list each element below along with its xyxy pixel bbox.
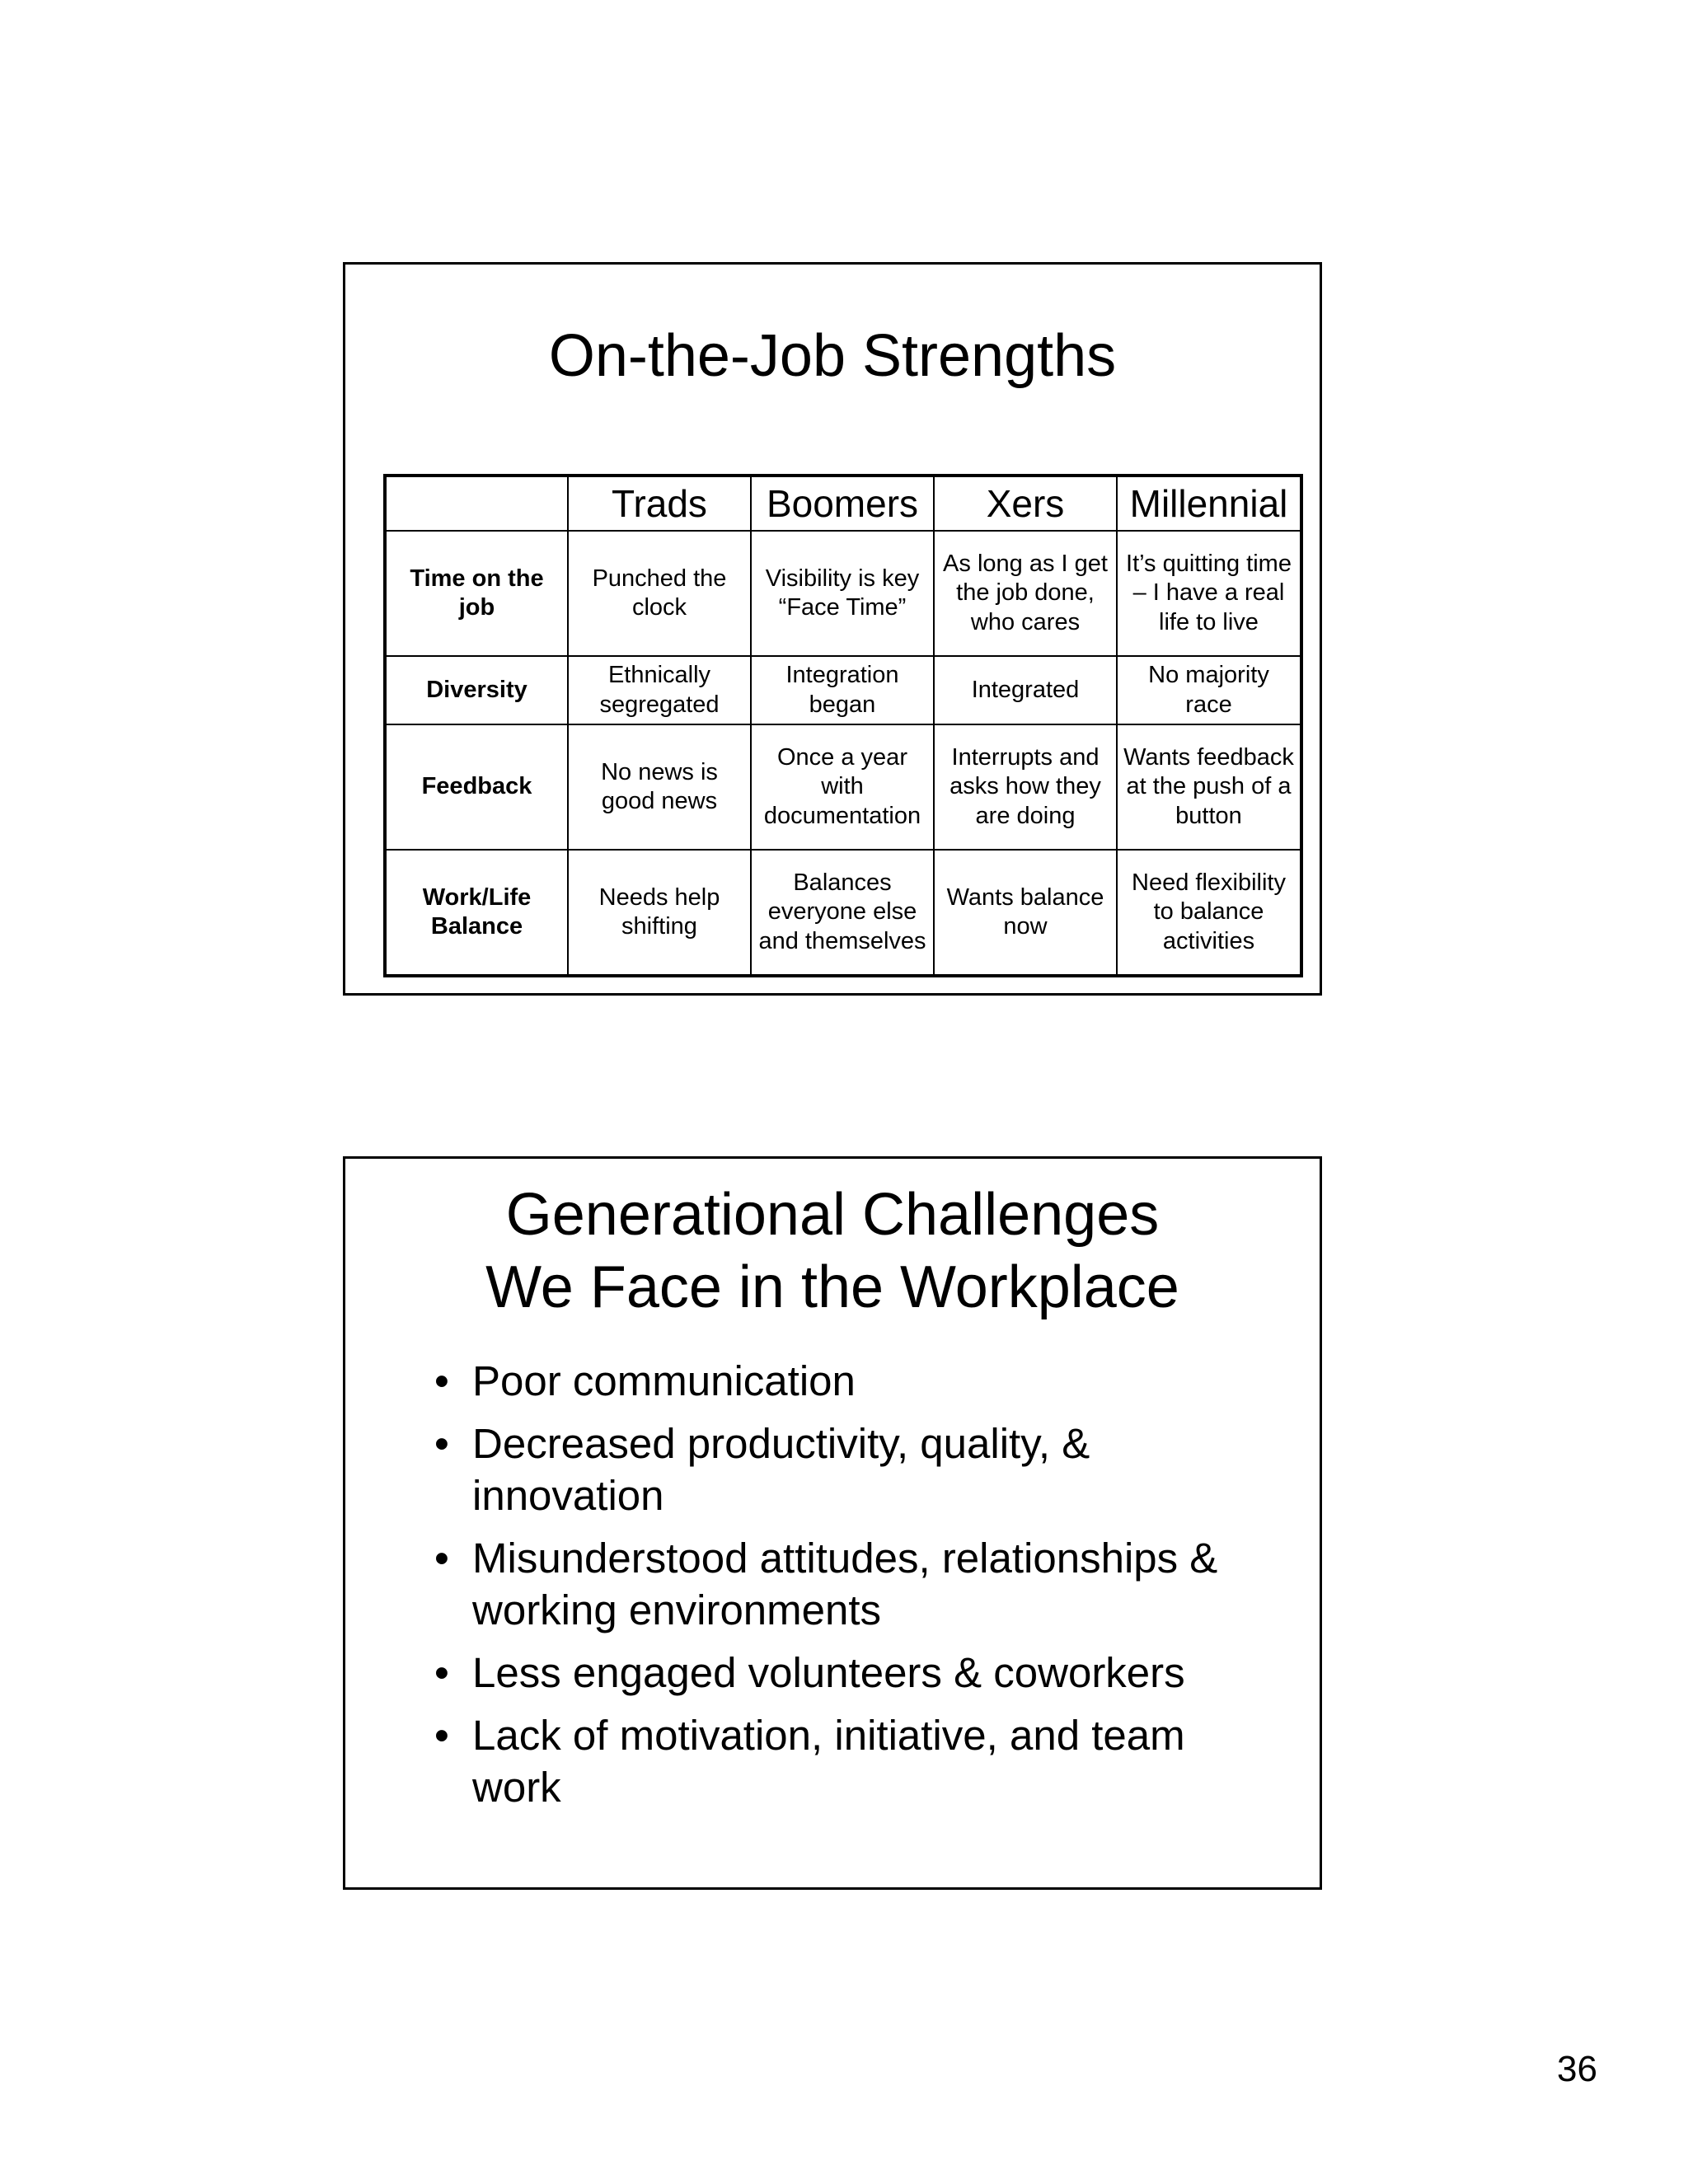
list-item-text: Less engaged volunteers & coworkers [472,1649,1185,1696]
slide-generational-challenges [343,1156,1322,1890]
list-item [428,1709,1277,1813]
table-cell: Wants balance now [934,850,1117,976]
slide-on-the-job-strengths [343,262,1322,996]
table-cell: Integrated [934,656,1117,724]
row-label: Diversity [385,656,568,724]
list-item [428,1355,1277,1407]
bullet-icon: • [434,1357,449,1404]
bullet-list [428,1355,1277,1824]
table-cell: Punched the clock [568,531,751,656]
table-cell: Need flexibility to balance activities [1117,850,1301,976]
table-row [385,656,1301,724]
table-header-cell [385,476,568,531]
table-header-cell: Trads [568,476,751,531]
list-item-text: Misunderstood attitudes, relationships & working environments [472,1535,1218,1633]
table-cell: Ethnically segregated [568,656,751,724]
table-cell: As long as I get the job done, who cares [934,531,1117,656]
table-row [385,531,1301,656]
row-label: Work/Life Balance [385,850,568,976]
list-item [428,1532,1277,1636]
slide-title-line: We Face in the Workplace [485,1254,1179,1320]
bullet-icon: • [434,1649,449,1696]
table-cell: Balances everyone else and themselves [751,850,934,976]
table-header-cell: Xers [934,476,1117,531]
table-header-cell: Boomers [751,476,934,531]
table-cell: Once a year with documentation [751,724,934,850]
bullet-icon: • [434,1712,449,1759]
table-cell: No majority race [1117,656,1301,724]
table-cell: Needs help shifting [568,850,751,976]
table-cell: Wants feedback at the push of a button [1117,724,1301,850]
bullet-icon: • [434,1420,449,1467]
table-header-cell: Millennial [1117,476,1301,531]
table-cell: It’s quitting time – I have a real life to live [1117,531,1301,656]
list-item-text: Decreased productivity, quality, & innovation [472,1420,1090,1519]
table-row [385,724,1301,850]
page-number: 36 [1557,2049,1597,2089]
row-label: Time on the job [385,531,568,656]
list-item-text: Lack of motivation, initiative, and team work [472,1712,1185,1811]
table-header-row [385,476,1301,531]
list-item [428,1647,1277,1699]
table-row [385,850,1301,976]
slide-title-line: Generational Challenges [505,1182,1160,1248]
bullet-icon: • [434,1535,449,1582]
table-cell: No news is good news [568,724,751,850]
slide-title [345,1179,1320,1324]
list-item [428,1418,1277,1521]
row-label: Feedback [385,724,568,850]
list-item-text: Poor communication [472,1357,856,1404]
strengths-table [383,474,1303,977]
table-cell: Interrupts and asks how they are doing [934,724,1117,850]
table-cell: Visibility is key “Face Time” [751,531,934,656]
slide-title: On-the-Job Strengths [548,323,1117,389]
table-cell: Integration began [751,656,934,724]
